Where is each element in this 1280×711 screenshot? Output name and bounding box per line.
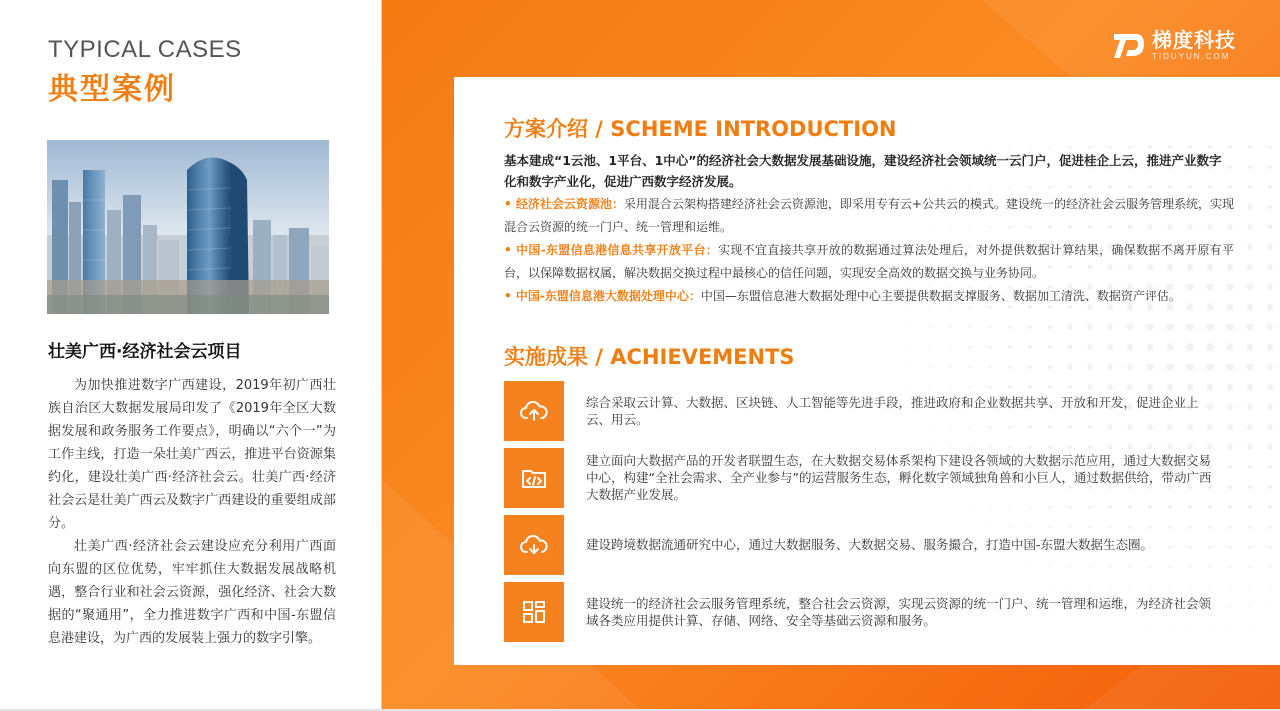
company-logo <box>1112 28 1236 62</box>
description-paragraph: 为加快推进数字广西建设，2019年初广西壮族自治区大数据发展局印发了《2019年全区大数据发展和政务服务工作要点》，明确以“六个一”为工作主线，打造一朵壮美广西云，推进平台资源集约化，建设壮美广西·经济社会云。壮美广西·经济社会云是壮美广西云及数字广西建设的重要组成部分。 <box>48 378 336 531</box>
city-skyline-photo <box>47 140 329 314</box>
bullet-label: • 经济社会云资源池： <box>504 197 624 211</box>
bullet-text: 采用混合云架构搭建经济社会云资源池，即采用专有云+公共云的模式。建设统一的经济社会云服务管理系统，实现混合云资源的统一门户、统一管理和运维。 <box>504 197 1234 234</box>
scheme-title: 方案介绍 / SCHEME INTRODUCTION <box>504 117 897 141</box>
logo-en-text: TIDUYUN.COM <box>1152 51 1231 61</box>
bullet-text: 中国—东盟信息港大数据处理中心主要提供数据支撑服务、数据加工清洗、数据资产评估。 <box>700 289 1181 303</box>
achievements-title: 实施成果 / ACHIEVEMENTS <box>504 345 795 369</box>
achievement-item <box>504 511 1244 578</box>
achievement-text: 建设统一的经济社会云服务管理系统，整合社会云资源，实现云资源的统一门户、统一管理和运维，为经济社会领域各类应用提供计算、存储、网络、安全等基础云资源和服务。 <box>586 595 1212 628</box>
project-title: 壮美广西·经济社会云项目 <box>48 342 242 362</box>
logo-mark-icon <box>1112 28 1146 62</box>
right-panel <box>382 0 1280 711</box>
achievement-item <box>504 444 1244 511</box>
achievement-text: 综合采取云计算、大数据、区块链、人工智能等先进手段，推进政府和企业数据共享、开放和开发，促进企业上云、用云。 <box>586 394 1199 427</box>
achievement-text: 建设跨境数据流通研究中心，通过大数据服务、大数据交易、服务撮合，打造中国-东盟大数据生态圈。 <box>586 537 1154 552</box>
left-panel <box>0 0 382 711</box>
bullet-item <box>504 285 1234 308</box>
bullet-item <box>504 193 1234 239</box>
bullet-text: 实现不宜直接共享开放的数据通过算法处理后，对外提供数据计算结果，确保数据不离开原有平台，以保障数据权属，解决数据交换过程中最核心的信任问题，实现安全高效的数据交换与业务协同。 <box>504 243 1234 280</box>
grid-apps-icon <box>504 582 564 642</box>
description-paragraph: 壮美广西·经济社会云建设应充分利用广西面向东盟的区位优势，牢牢抓住大数据发展战略机遇，整合行业和社会云资源，强化经济、社会大数据的“聚通用”，全力推进数字广西和中国-东盟信息港建设，为广西的发展装上强力的数字引擎。 <box>48 539 336 646</box>
cloud-upload-icon <box>504 381 564 441</box>
section-en-title: TYPICAL CASES <box>48 36 242 63</box>
scheme-intro: 基本建成“1云池、1平台、1中心”的经济社会大数据发展基础设施，建设经济社会领域统一云门户，促进桂企上云，推进产业数字化和数字产业化，促进广西数字经济发展。 <box>504 153 1222 189</box>
section-cn-title: 典型案例 <box>48 72 176 107</box>
code-folder-icon <box>504 448 564 508</box>
scheme-bullets <box>504 193 1234 308</box>
achievements-list <box>504 377 1244 645</box>
logo-cn-text: 梯度科技 <box>1152 27 1236 52</box>
project-description <box>48 374 336 650</box>
bullet-label: • 中国-东盟信息港大数据处理中心： <box>504 289 701 303</box>
content-card <box>454 77 1280 665</box>
bullet-item <box>504 239 1234 285</box>
bullet-label: • 中国-东盟信息港信息共享开放平台： <box>504 243 719 257</box>
achievement-text: 建立面向大数据产品的开发者联盟生态，在大数据交易体系架构下建设各领域的大数据示范应用，通过大数据交易中心，构建“全社会需求、全产业参与”的运营服务生态，孵化数字领域独角兽和小巨人，通过数据供给，带动广西大数据产业发展。 <box>586 453 1212 502</box>
achievement-item <box>504 578 1244 645</box>
achievement-item <box>504 377 1244 444</box>
skyline-illustration <box>47 140 329 314</box>
cloud-sync-icon <box>504 515 564 575</box>
